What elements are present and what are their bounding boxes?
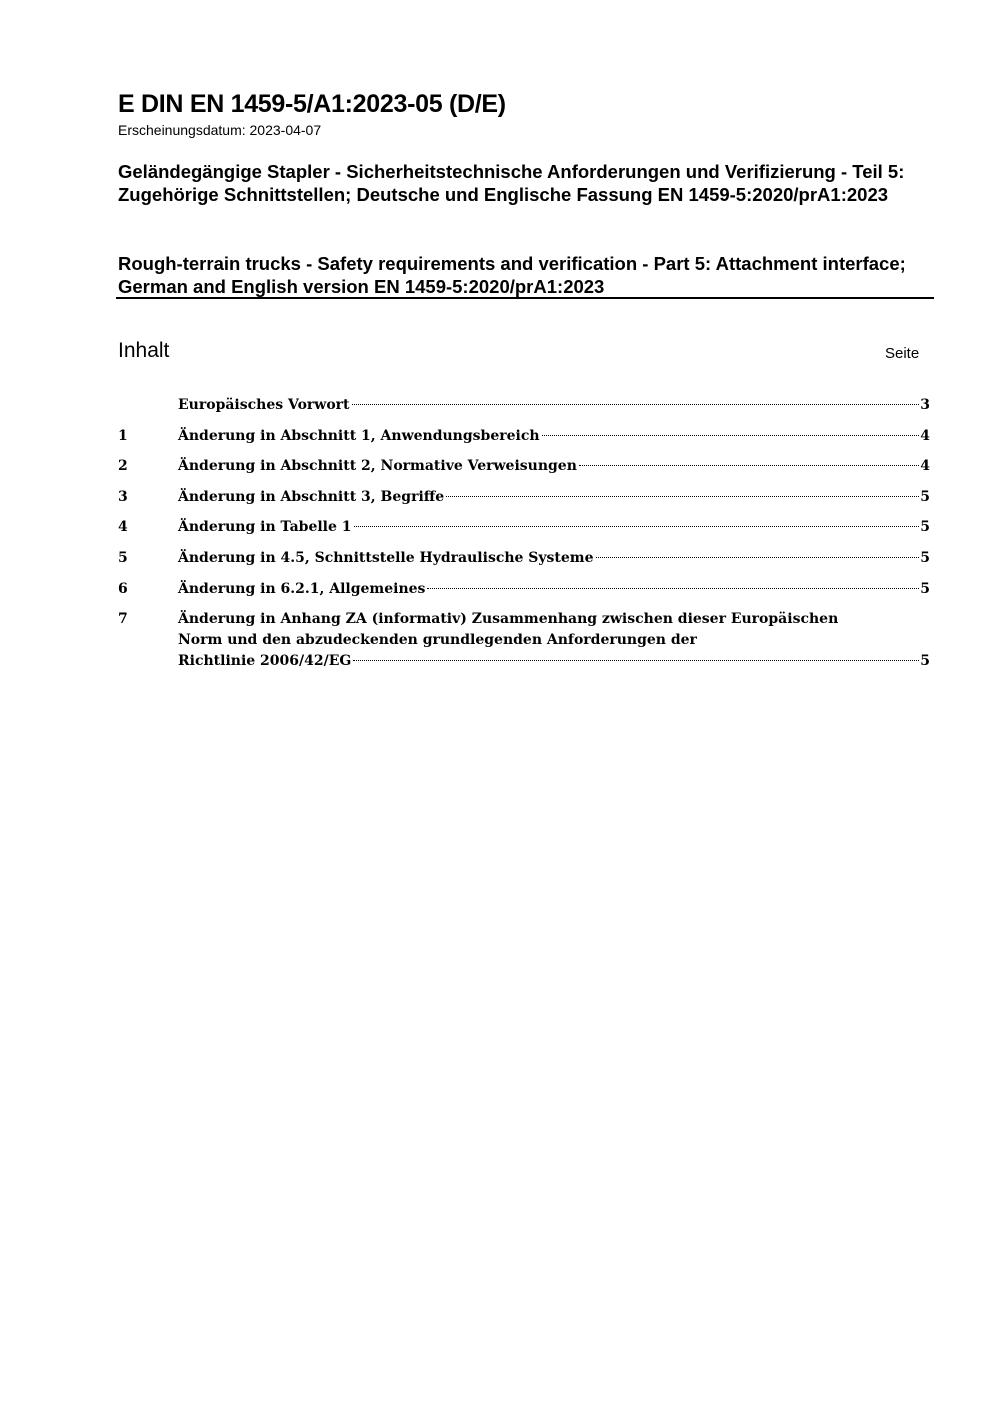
toc-entry-number: 6	[118, 580, 128, 597]
toc-entry[interactable]	[118, 579, 930, 610]
publication-date: Erscheinungsdatum: 2023-04-07	[118, 122, 322, 138]
toc-entry-number: 2	[118, 458, 128, 475]
toc-dot-leader	[427, 588, 919, 589]
toc-entry-label: Europäisches Vorwort	[178, 397, 350, 413]
toc-entry[interactable]	[118, 395, 930, 426]
title-german: Geländegängige Stapler - Sicherheitstechnische Anforderungen und Verifizierung - Teil 5: Zugehörige Schnittstellen; Deutsche und Englische Fassung EN 1459-5:2020/prA1:2023	[118, 161, 905, 205]
toc-entry-page: 4	[920, 458, 930, 475]
table-of-contents	[118, 395, 930, 671]
toc-entry[interactable]	[118, 548, 930, 579]
toc-entry-label: Änderung in Abschnitt 1, Anwendungsbereich	[178, 427, 540, 444]
title-divider	[116, 297, 934, 299]
toc-entry-page: 3	[920, 397, 930, 413]
toc-entry-number: 1	[118, 427, 128, 444]
toc-entry-label: Änderung in Tabelle 1	[178, 519, 352, 536]
document-id: E DIN EN 1459-5/A1:2023-05 (D/E)	[118, 90, 506, 118]
toc-entry-page: 5	[920, 549, 930, 566]
toc-entry[interactable]	[118, 517, 930, 548]
toc-entry-label-line: Norm und den abzudeckenden grundlegenden Anforderungen der	[178, 632, 697, 649]
toc-entry-page: 5	[920, 580, 930, 597]
toc-entry-number: 5	[118, 549, 128, 566]
toc-entry-label: Änderung in 6.2.1, Allgemeines	[178, 580, 426, 597]
toc-entry-number: 7	[118, 611, 128, 628]
toc-entry-label: Änderung in Abschnitt 3, Begriffe	[178, 488, 445, 505]
toc-dot-leader	[353, 660, 919, 661]
toc-entry-label: Änderung in Abschnitt 2, Normative Verweisungen	[178, 458, 577, 475]
toc-entry-number: 4	[118, 519, 128, 536]
toc-entry-label: Richtlinie 2006/42/EG	[178, 653, 352, 670]
title-english: Rough-terrain trucks - Safety requirements and verification - Part 5: Attachment interface; German and English version EN 1459-5:2020/prA1:2023	[118, 253, 906, 297]
toc-entry-page: 5	[920, 519, 930, 536]
toc-entry[interactable]	[118, 487, 930, 518]
toc-entry-page: 4	[920, 427, 930, 444]
toc-entry-label-line: Änderung in Anhang ZA (informativ) Zusammenhang zwischen dieser Europäischen	[178, 611, 839, 628]
toc-dot-leader	[579, 465, 919, 466]
toc-entry-page: 5	[920, 488, 930, 505]
toc-dot-leader	[542, 435, 920, 436]
toc-entry[interactable]	[118, 426, 930, 457]
toc-dot-leader	[354, 526, 920, 527]
toc-entry-label: Änderung in 4.5, Schnittstelle Hydraulische Systeme	[178, 549, 594, 566]
toc-heading: Inhalt	[118, 339, 170, 362]
toc-entry-page: 5	[920, 653, 930, 670]
toc-dot-leader	[596, 557, 920, 558]
toc-page-column-label: Seite	[885, 345, 920, 362]
toc-entry-number: 3	[118, 488, 128, 505]
toc-dot-leader	[446, 496, 919, 497]
toc-entry[interactable]	[118, 609, 930, 671]
toc-dot-leader	[352, 404, 920, 405]
toc-entry[interactable]	[118, 456, 930, 487]
